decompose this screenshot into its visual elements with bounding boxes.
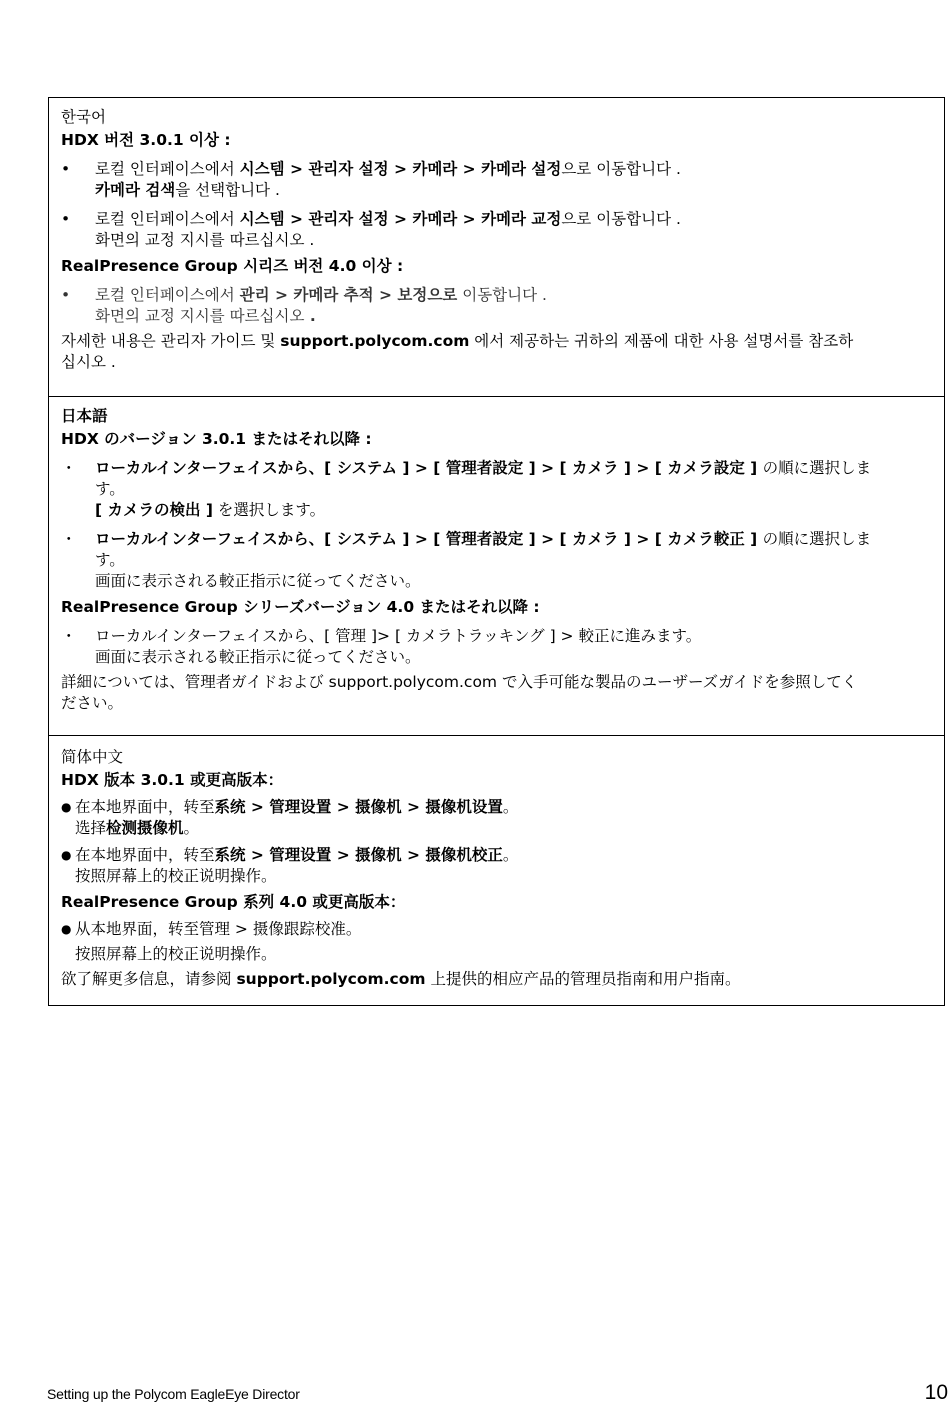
rp-heading-chinese: RealPresence Group 系列 4.0 或更高版本： — [61, 893, 406, 911]
text: 이동합니다 . — [457, 286, 547, 304]
bullet: • — [61, 160, 71, 178]
text: 자세한 내용은 관리자 가이드 및 — [61, 332, 281, 350]
text: 화면의 교정 지시를 따르십시오 — [95, 307, 305, 325]
item-line — [95, 159, 932, 180]
item-line: 画面に表示される較正指示に従ってください。 — [95, 572, 421, 590]
section-korean — [49, 98, 944, 397]
text: 。 — [502, 798, 519, 816]
item-line: す。 — [95, 551, 125, 569]
menu-option: 检测摄像机 — [106, 819, 184, 837]
text: で入手可能な製品のユーザーズガイドを参照してく — [497, 673, 858, 691]
bullet: ・ — [61, 459, 77, 477]
text: 詳細については、管理者ガイドおよび — [61, 673, 329, 691]
hdx-heading-korean: HDX 버전 3.0.1 이상 : — [61, 131, 231, 149]
hdx-heading-japanese: HDX のバージョン 3.0.1 またはそれ以降 : — [61, 430, 372, 448]
menu-path: ローカルインターフェイスから、[ システム ] > [ 管理者設定 ] > [ カメラ ] > [ カメラ較正 ] — [95, 530, 763, 548]
footer-title: Setting up the Polycom EagleEye Director — [47, 1386, 300, 1402]
text: 을 선택합니다 . — [175, 181, 280, 199]
rp-extra-chinese: 按照屏幕上的校正说明操作。 — [75, 945, 277, 963]
list-item — [61, 209, 932, 251]
menu-path: 시스템 > 관리자 설정 > 카메라 > 카메라 설정 — [239, 160, 562, 178]
item-line — [75, 845, 932, 866]
hdx-heading-chinese: HDX 版本 3.0.1 或更高版本： — [61, 771, 284, 789]
section-japanese — [49, 397, 944, 736]
bullet: ● — [61, 848, 72, 862]
menu-path: 系统 > 管理设置 > 摄像机 > 摄像机校正 — [214, 846, 503, 864]
support-link[interactable]: support.polycom.com — [236, 970, 426, 988]
item-line: 画面に表示される較正指示に従ってください。 — [95, 648, 421, 666]
lang-title-korean: 한국어 — [61, 108, 106, 126]
item-line — [95, 500, 932, 521]
list-item — [61, 285, 932, 327]
list-item — [61, 159, 932, 201]
item-line: 按照屏幕上的校正说明操作。 — [75, 867, 277, 885]
text: の順に選択しま — [762, 459, 872, 477]
menu-option: 카메라 검색 — [95, 181, 176, 199]
text: の順に選択しま — [762, 530, 872, 548]
item-line — [95, 180, 932, 201]
page-number: 10 — [924, 1381, 948, 1404]
menu-path: 系统 > 管理设置 > 摄像机 > 摄像机设置 — [214, 798, 503, 816]
language-table — [48, 97, 945, 1006]
menu-path: ローカルインターフェイスから、[ システム ] > [ 管理者設定 ] > [ カメラ ] > [ カメラ設定 ] — [95, 459, 763, 477]
item-line: ローカルインターフェイスから、[ 管理 ]> [ カメラトラッキング ] > 較正に進みます。 — [95, 627, 702, 645]
bullet: ・ — [61, 530, 77, 548]
item-line: 화면의 교정 지시를 따르십시오 . — [95, 231, 315, 249]
list-item — [61, 458, 932, 521]
item-line — [95, 306, 932, 327]
text: 选择 — [75, 819, 107, 837]
list-item — [61, 919, 932, 940]
lang-title-chinese: 简体中文 — [61, 748, 124, 766]
list-item — [61, 797, 932, 839]
item-line — [95, 529, 932, 550]
list-item — [61, 845, 932, 887]
item-line — [95, 209, 932, 230]
support-link[interactable]: support.polycom.com — [280, 332, 470, 350]
text: 으로 이동합니다 . — [561, 210, 681, 228]
text: . — [304, 307, 316, 325]
text: 로컬 인터페이스에서 — [95, 210, 240, 228]
text: 在本地界面中，转至 — [75, 846, 215, 864]
support-link[interactable]: support.polycom.com — [328, 673, 498, 691]
list-item — [61, 626, 932, 668]
item-line: す。 — [95, 480, 125, 498]
text: 在本地界面中，转至 — [75, 798, 215, 816]
more-info-chinese — [61, 969, 932, 990]
menu-path: 관리 > 카메라 추적 > 보정으로 — [239, 286, 458, 304]
text: 上提供的相应产品的管理员指南和用户指南。 — [425, 970, 741, 988]
lang-title-japanese: 日本語 — [61, 407, 108, 425]
bullet: ・ — [61, 627, 77, 645]
item-line — [95, 285, 932, 306]
bullet: ● — [61, 800, 72, 814]
menu-path: 시스템 > 관리자 설정 > 카메라 > 카메라 교정 — [239, 210, 562, 228]
text: 에서 제공하는 귀하의 제품에 대한 사용 설명서를 참조하 — [469, 332, 854, 350]
item-line — [75, 818, 932, 839]
rp-heading-korean: RealPresence Group 시리즈 버전 4.0 이상 : — [61, 257, 404, 275]
rp-heading-japanese: RealPresence Group シリーズバージョン 4.0 またはそれ以降 : — [61, 598, 540, 616]
text: 。 — [502, 846, 519, 864]
item-line — [95, 458, 932, 479]
text: 로컬 인터페이스에서 — [95, 160, 240, 178]
section-chinese — [49, 736, 944, 1005]
text: 으로 이동합니다 . — [561, 160, 681, 178]
text: 欲了解更多信息，请参阅 — [61, 970, 237, 988]
bullet: • — [61, 286, 71, 304]
text: 。 — [183, 819, 200, 837]
bullet: ● — [61, 922, 72, 936]
text: を選択します。 — [212, 501, 326, 519]
more-info-japanese — [61, 672, 932, 714]
more-info-korean — [61, 331, 932, 373]
text: 로컬 인터페이스에서 — [95, 286, 240, 304]
text: 십시오 . — [61, 353, 116, 371]
menu-option: [ カメラの検出 ] — [95, 501, 213, 519]
text: ださい。 — [61, 694, 124, 712]
bullet: • — [61, 210, 71, 228]
item-line: 从本地界面，转至管理 > 摄像跟踪校准。 — [75, 920, 362, 938]
list-item — [61, 529, 932, 592]
item-line — [75, 797, 932, 818]
